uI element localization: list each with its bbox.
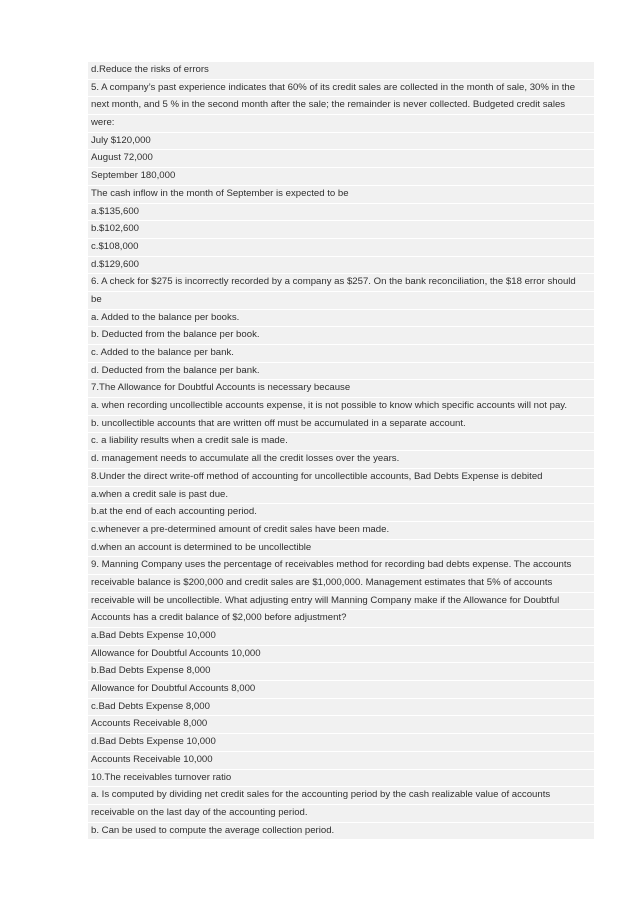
- text-line: be: [88, 292, 594, 310]
- text-line: b. uncollectible accounts that are written off must be accumulated in a separate account.: [88, 416, 594, 434]
- text-line: Accounts Receivable 10,000: [88, 752, 594, 770]
- text-line: b. Can be used to compute the average collection period.: [88, 823, 594, 841]
- text-line: a. when recording uncollectible accounts expense, it is not possible to know which specific accounts will not pay.: [88, 398, 594, 416]
- text-line: September 180,000: [88, 168, 594, 186]
- text-line: a.$135,600: [88, 204, 594, 222]
- text-line: Accounts Receivable 8,000: [88, 716, 594, 734]
- text-line: d.$129,600: [88, 257, 594, 275]
- text-line: August 72,000: [88, 150, 594, 168]
- text-line: d.when an account is determined to be uncollectible: [88, 540, 594, 558]
- text-line: a. Is computed by dividing net credit sales for the accounting period by the cash realizable value of accounts: [88, 787, 594, 805]
- text-line: d.Bad Debts Expense 10,000: [88, 734, 594, 752]
- text-line: Allowance for Doubtful Accounts 8,000: [88, 681, 594, 699]
- text-line: d. Deducted from the balance per bank.: [88, 363, 594, 381]
- text-line: Accounts has a credit balance of $2,000 before adjustment?: [88, 610, 594, 628]
- text-line: 10.The receivables turnover ratio: [88, 770, 594, 788]
- text-line: c.Bad Debts Expense 8,000: [88, 699, 594, 717]
- text-line: a.when a credit sale is past due.: [88, 487, 594, 505]
- text-line: 8.Under the direct write-off method of accounting for uncollectible accounts, Bad Debts Expense is debited: [88, 469, 594, 487]
- text-line: receivable balance is $200,000 and credit sales are $1,000,000. Management estimates that 5% of accounts: [88, 575, 594, 593]
- text-line: c. Added to the balance per bank.: [88, 345, 594, 363]
- text-line: c.whenever a pre-determined amount of credit sales have been made.: [88, 522, 594, 540]
- text-line: a.Bad Debts Expense 10,000: [88, 628, 594, 646]
- text-line: b.at the end of each accounting period.: [88, 504, 594, 522]
- text-line: Allowance for Doubtful Accounts 10,000: [88, 646, 594, 664]
- text-line: July $120,000: [88, 133, 594, 151]
- text-line: next month, and 5 % in the second month after the sale; the remainder is never collected. Budgeted credit sales: [88, 97, 594, 115]
- text-line: d.Reduce the risks of errors: [88, 62, 594, 80]
- text-line: 5. A company’s past experience indicates that 60% of its credit sales are collected in the month of sale, 30% in the: [88, 80, 594, 98]
- text-line: c. a liability results when a credit sale is made.: [88, 433, 594, 451]
- text-line: 9. Manning Company uses the percentage of receivables method for recording bad debts expense. The accounts: [88, 557, 594, 575]
- text-line: b.Bad Debts Expense 8,000: [88, 663, 594, 681]
- text-line: receivable on the last day of the accounting period.: [88, 805, 594, 823]
- text-line: receivable will be uncollectible. What adjusting entry will Manning Company make if the Allowance for Doubtful: [88, 593, 594, 611]
- text-line: 6. A check for $275 is incorrectly recorded by a company as $257. On the bank reconciliation, the $18 error should: [88, 274, 594, 292]
- text-line: c.$108,000: [88, 239, 594, 257]
- text-line: b.$102,600: [88, 221, 594, 239]
- text-line: The cash inflow in the month of September is expected to be: [88, 186, 594, 204]
- document-page: [88, 62, 594, 840]
- text-line: 7.The Allowance for Doubtful Accounts is necessary because: [88, 380, 594, 398]
- text-line: d. management needs to accumulate all the credit losses over the years.: [88, 451, 594, 469]
- text-line: a. Added to the balance per books.: [88, 310, 594, 328]
- text-line: b. Deducted from the balance per book.: [88, 327, 594, 345]
- text-line: were:: [88, 115, 594, 133]
